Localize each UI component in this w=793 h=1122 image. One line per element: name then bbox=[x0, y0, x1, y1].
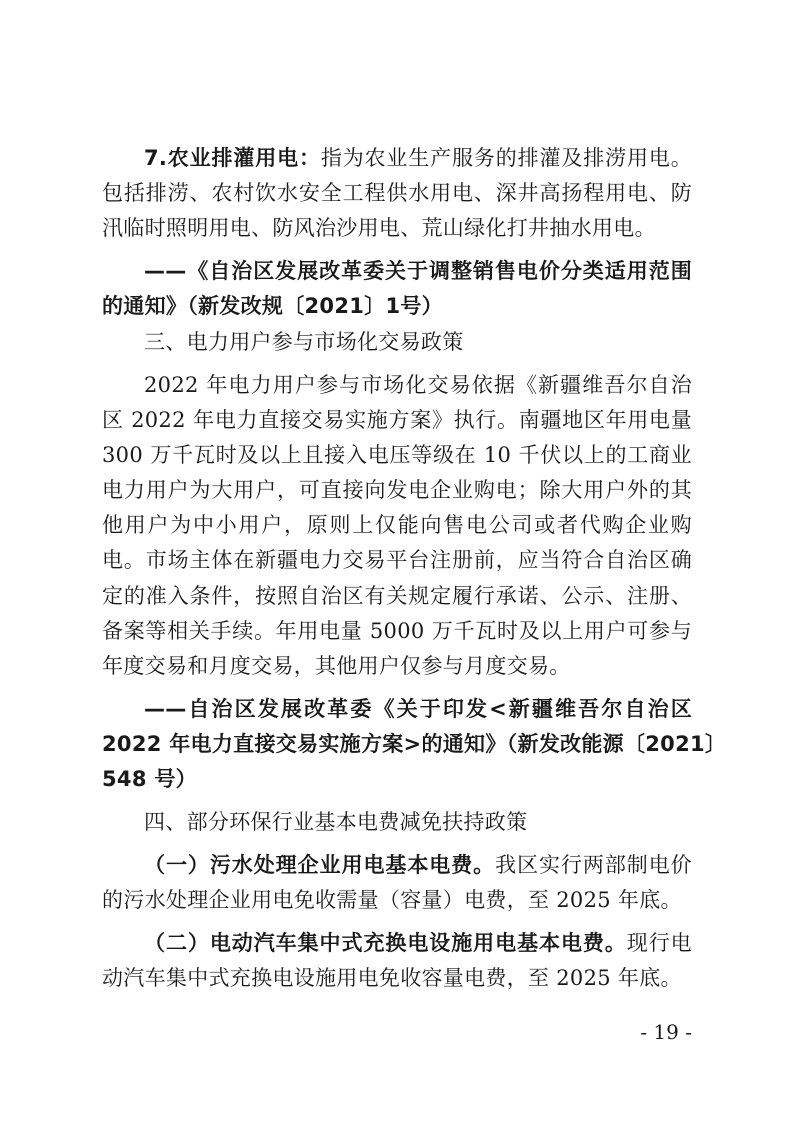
paragraph-market-line-8: 备案等相关手续。年用电量 5000 万千瓦时及以上用户可参与 bbox=[102, 619, 692, 643]
section-heading-4: 四、部分环保行业基本电费减免扶持政策 bbox=[144, 810, 528, 834]
paragraph-market-line-6: 电。市场主体在新疆电力交易平台注册前，应当符合自治区确 bbox=[102, 548, 692, 572]
reference-2-line-1: ——自治区发展改革委《关于印发<新疆维吾尔自治区 bbox=[144, 697, 692, 721]
term-ev-charging: （二）电动汽车集中式充换电设施用电基本电费。 bbox=[144, 931, 627, 955]
paragraph-market-line-4: 电力用户为大用户，可直接向发电企业购电；除大用户外的其 bbox=[102, 478, 692, 502]
term-sewage: （一）污水处理企业用电基本电费。 bbox=[144, 853, 496, 877]
paragraph-market-line-7: 定的准入条件，按照自治区有关规定履行承诺、公示、注册、 bbox=[102, 584, 692, 608]
paragraph-market-line-1: 2022 年电力用户参与市场化交易依据《新疆维吾尔自治 bbox=[144, 373, 692, 397]
reference-2-line-2: 2022 年电力直接交易实施方案>的通知》（新发改能源〔2021〕 bbox=[102, 732, 727, 756]
paragraph-market-line-3: 300 万千瓦时及以上且接入电压等级在 10 千伏以上的工商业 bbox=[102, 443, 692, 467]
paragraph-market-line-2: 区 2022 年电力直接交易实施方案》执行。南疆地区年用电量 bbox=[102, 408, 692, 432]
reference-1-line-1: ——《自治区发展改革委关于调整销售电价分类适用范围 bbox=[144, 259, 692, 283]
reference-2-line-3: 548 号） bbox=[102, 767, 197, 791]
section-heading-3: 三、电力用户参与市场化交易政策 bbox=[144, 330, 464, 354]
paragraph-agri-drainage-line-1 bbox=[144, 143, 692, 173]
paragraph-sewage-line-1 bbox=[144, 850, 692, 880]
page-number: - 19 - bbox=[640, 1020, 692, 1044]
reference-1-line-2: 的通知》（新发改规〔2021〕1号） bbox=[102, 294, 443, 318]
paragraph-agri-drainage-line-3: 汛临时照明用电、防风治沙用电、荒山绿化打井抽水用电。 bbox=[102, 216, 656, 240]
paragraph-ev-charging-line-1 bbox=[144, 928, 692, 958]
text: 现行电 bbox=[626, 931, 692, 955]
term-agri-drainage: 7.农业排灌用电： bbox=[144, 146, 321, 170]
text: 我区实行两部制电价 bbox=[495, 853, 692, 877]
paragraph-sewage-line-2: 的污水处理企业用电免收需量（容量）电费，至 2025 年底。 bbox=[102, 888, 682, 912]
paragraph-market-line-5: 他用户为中小用户，原则上仅能向售电公司或者代购企业购 bbox=[102, 513, 692, 537]
paragraph-market-line-9: 年度交易和月度交易，其他用户仅参与月度交易。 bbox=[102, 654, 571, 678]
text: 指为农业生产服务的排灌及排涝用电。 bbox=[320, 146, 692, 170]
paragraph-ev-charging-line-2: 动汽车集中式充换电设施用电免收容量电费，至 2025 年底。 bbox=[102, 966, 682, 990]
paragraph-agri-drainage-line-2: 包括排涝、农村饮水安全工程供水用电、深井高扬程用电、防 bbox=[102, 181, 692, 205]
